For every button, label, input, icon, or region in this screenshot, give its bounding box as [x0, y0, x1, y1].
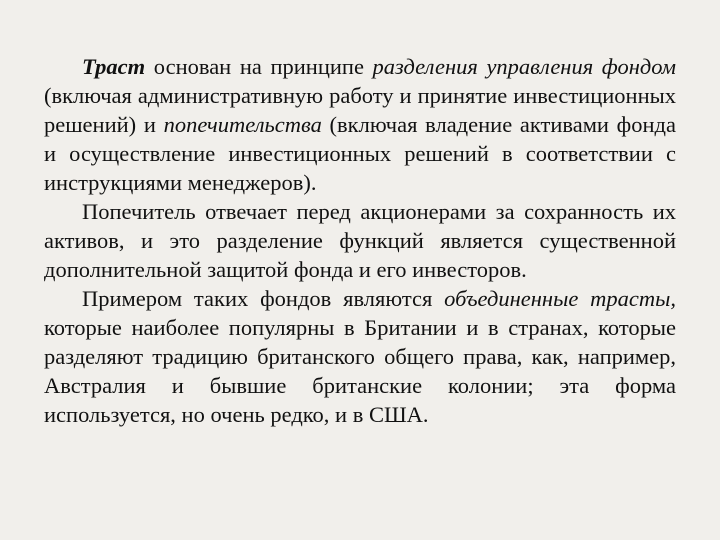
text-segment: Попечитель отвечает перед акционерами за сохранность их активов, и это разделение функций является существенной дополнительной защитой фонда и его инвесторов. [44, 199, 676, 282]
term-fund-management-separation: разделения управления фондом [372, 54, 677, 79]
text-segment: которые наиболее популярны в Британии и в странах, которые разделяют традицию британского общего права, как, например, Австралия и бывшие британские колонии; эта форма используется, но очень редко, и в США. [44, 315, 676, 427]
term-unit-trusts: объединенные трасты, [444, 286, 676, 311]
text-segment: Примером таких фондов являются [82, 286, 445, 311]
body-text [44, 52, 676, 429]
paragraph-trustee-responsibility [44, 197, 676, 284]
text-segment: (включая владение активами фонда и осуществление инвестиционных решений в соответствии с инструкциями менеджеров). [44, 112, 676, 195]
paragraph-unit-trusts-example [44, 284, 676, 429]
text-segment: (включая административную работу и принятие инвестиционных решений) и [44, 83, 676, 137]
text-segment: основан на принципе [145, 54, 373, 79]
term-trusteeship: попечительства [163, 112, 322, 137]
paragraph-trust-definition [44, 52, 676, 197]
term-trust: Траст [82, 54, 146, 79]
